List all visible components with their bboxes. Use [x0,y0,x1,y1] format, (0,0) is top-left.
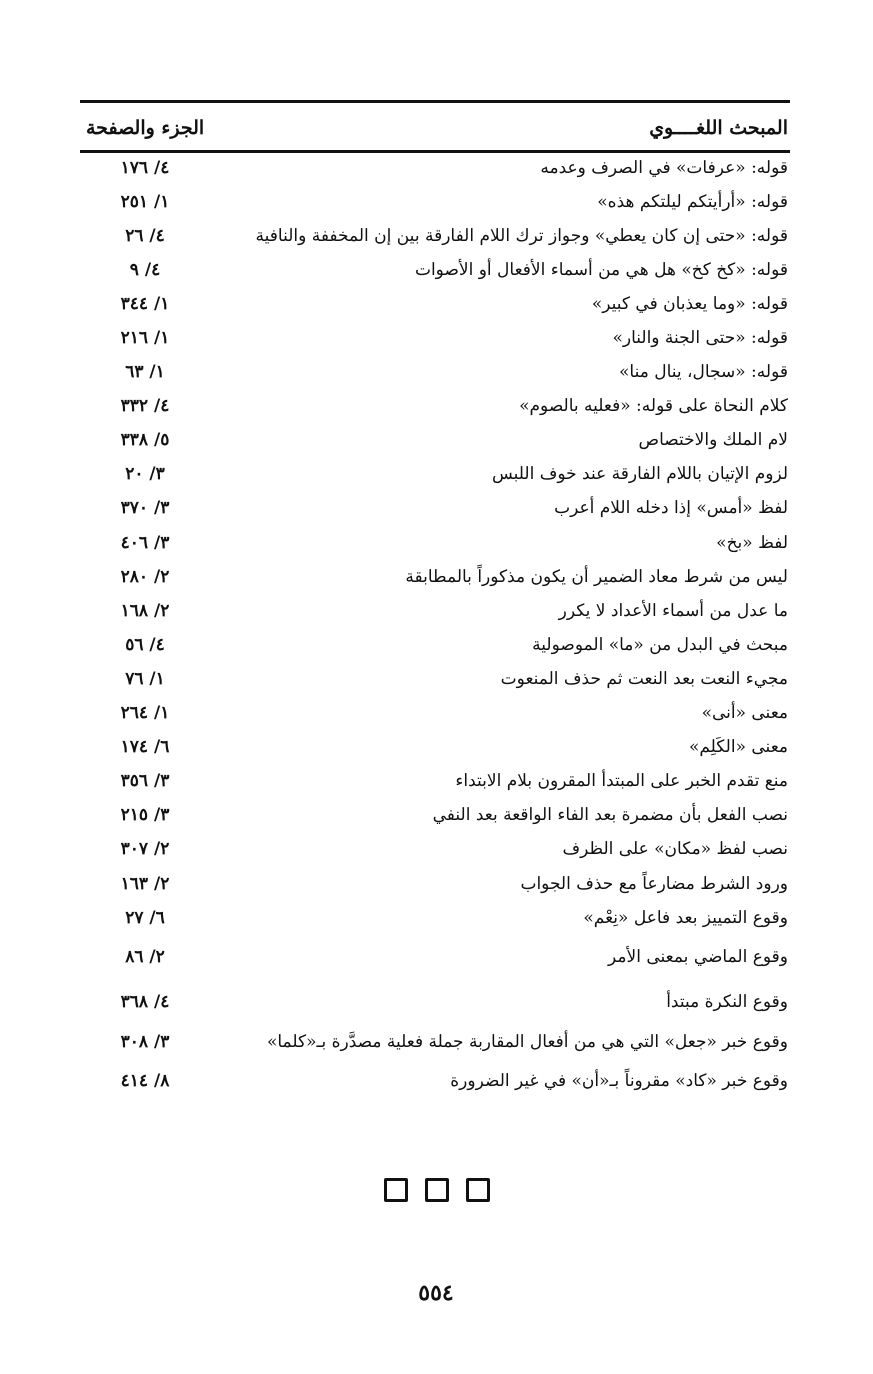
table-row [80,833,790,867]
table-row [80,219,790,253]
ornament-square-icon [384,1178,408,1202]
row-subject: ورود الشرط مضارعاً مع حذف الجواب [520,873,788,894]
row-subject: ليس من شرط معاد الضمير أن يكون مذكوراً بالمطابقة [405,566,788,587]
row-ref: ٦/ ٢٧ [125,907,165,928]
row-ref: ٤/ ٣٦٨ [120,992,170,1013]
table-row [80,390,790,424]
table-row [80,980,790,1025]
header-volume-page: الجزء والصفحة [86,117,205,139]
table-row [80,287,790,321]
row-ref: ٤/ ٣٣٢ [120,396,170,417]
row-subject: نصب لفظ «مكان» على الظرف [562,839,788,860]
ornament-square-icon [466,1178,490,1202]
row-ref: ٢/ ١٦٨ [120,600,170,621]
row-ref: ٣/ ٣٥٦ [120,771,170,792]
table-row [80,185,790,219]
ornament-square-icon [425,1178,449,1202]
row-ref: ١/ ٢١٦ [120,328,170,349]
table-row [80,731,790,765]
table-row [80,1059,790,1104]
row-subject: قوله: «كخ كخ» هل هي من أسماء الأفعال أو الأصوات [414,259,788,280]
row-subject: نصب الفعل بأن مضمرة بعد الفاء الواقعة بعد النفي [432,805,788,826]
row-subject: قوله: «وما يعذبان في كبير» [591,293,788,314]
row-subject: قوله: «سجال، ينال منا» [619,362,788,383]
index-table [80,151,790,1104]
row-ref: ٤/ ٢٦ [125,225,165,246]
table-row [80,526,790,560]
row-ref: ٣/ ٣٠٨ [120,1031,170,1052]
table-row [80,458,790,492]
table-row [80,492,790,526]
row-subject: لزوم الإتيان باللام الفارقة عند خوف اللبس [492,464,788,485]
table-row [80,594,790,628]
row-subject: معنى «أنى» [701,703,788,724]
row-subject: وقوع خبر «جعل» التي هي من أفعال المقاربة جملة فعلية مصدَّرة بـ«كلما» [266,1031,788,1052]
table-header [80,108,790,148]
row-ref: ٣/ ٢١٥ [120,805,170,826]
row-ref: ١/ ٢٦٤ [120,703,170,724]
row-subject: قوله: «عرفات» في الصرف وعدمه [540,157,788,178]
table-row [80,151,790,185]
table-row [80,253,790,287]
row-ref: ٢/ ٢٨٠ [120,566,170,587]
table-row [80,697,790,731]
row-subject: قوله: «حتى الجنة والنار» [612,328,788,349]
table-row [80,935,790,980]
row-ref: ٣/ ٤٠٦ [120,532,170,553]
row-ref: ٤/ ٥٦ [125,634,165,655]
row-subject: منع تقدم الخبر على المبتدأ المقرون بلام الابتداء [455,771,788,792]
row-subject: وقوع التمييز بعد فاعل «نِعْم» [583,907,788,928]
table-row [80,356,790,390]
top-rule [80,100,790,103]
row-subject: لفظ «أمس» إذا دخله اللام أعرب [554,498,788,519]
row-subject: ما عدل من أسماء الأعداد لا يكرر [558,600,788,621]
row-ref: ٣/ ٢٠ [125,464,165,485]
table-row [80,424,790,458]
row-ref: ١/ ٢٥١ [120,191,170,212]
row-subject: قوله: «حتى إن كان يعطي» وجواز ترك اللام الفارقة بين إن المخففة والنافية [255,225,788,246]
row-ref: ١/ ٣٤٤ [120,293,170,314]
row-ref: ٢/ ٣٠٧ [120,839,170,860]
table-row [80,321,790,355]
row-subject: معنى «الكَلِم» [688,737,788,758]
row-ref: ١/ ٧٦ [125,668,165,689]
row-subject: قوله: «أرأيتكم ليلتكم هذه» [597,191,788,212]
row-ref: ٥/ ٣٣٨ [120,430,170,451]
row-subject: وقوع الماضي بمعنى الأمر [608,947,788,968]
page-number: ٥٥٤ [418,1280,454,1306]
table-row [80,662,790,696]
row-subject: مبحث في البدل من «ما» الموصولية [532,634,788,655]
row-subject: لفظ «بخ» [716,532,788,553]
row-ref: ٦/ ١٧٤ [120,737,170,758]
table-row [80,867,790,901]
table-row [80,628,790,662]
table-row [80,765,790,799]
row-subject: لام الملك والاختصاص [638,430,788,451]
section-end-ornament [384,1178,490,1202]
row-ref: ٢/ ١٦٣ [120,873,170,894]
row-subject: كلام النحاة على قوله: «فعليه بالصوم» [519,396,788,417]
row-ref: ١/ ٦٣ [125,362,165,383]
row-ref: ٣/ ٣٧٠ [120,498,170,519]
header-subject: المبحث اللغــــوي [649,117,788,139]
table-row [80,901,790,935]
row-ref: ٢/ ٨٦ [125,947,165,968]
row-ref: ٤/ ٩ [129,259,161,280]
row-ref: ٨/ ٤١٤ [120,1071,170,1092]
table-row [80,1025,790,1059]
table-row [80,799,790,833]
table-row [80,560,790,594]
row-subject: وقوع النكرة مبتدأ [666,992,788,1013]
row-subject: مجيء النعت بعد النعت ثم حذف المنعوت [500,668,788,689]
row-subject: وقوع خبر «كاد» مقروناً بـ«أن» في غير الضرورة [450,1071,788,1092]
row-ref: ٤/ ١٧٦ [120,157,170,178]
